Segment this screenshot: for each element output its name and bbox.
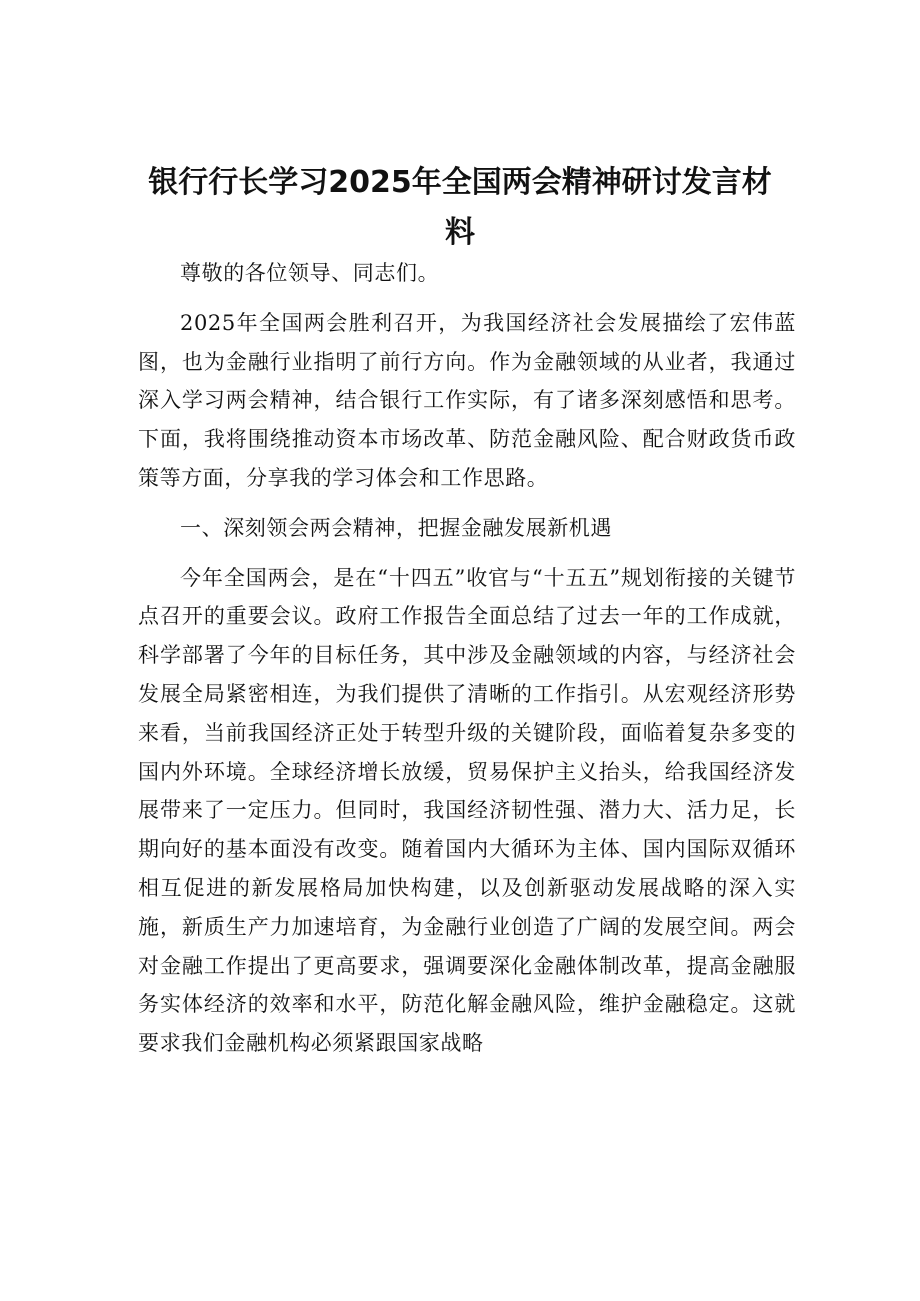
- salutation: 尊敬的各位领导、同志们。: [180, 261, 440, 285]
- paragraph-section-1: 今年全国两会，是在“十四五”收官与“十五五”规划衔接的关键节点召开的重要会议。政府工作报告全面总结了过去一年的工作成就，科学部署了今年的目标任务，其中涉及金融领域的内容，与经济社会发展全局紧密相连，为我们提供了清晰的工作指引。从宏观经济形势来看，当前我国经济正处于转型升级的关键阶段，面临着复杂多变的国内外环境。全球经济增长放缓，贸易保护主义抬头，给我国经济发展带来了一定压力。但同时，我国经济韧性强、潜力大、活力足，长期向好的基本面没有改变。随着国内大循环为主体、国内国际双循环相互促进的新发展格局加快构建，以及创新驱动发展战略的深入实施，新质生产力加速培育，为金融行业创造了广阔的发展空间。两会对金融工作提出了更高要求，强调要深化金融体制改革，提高金融服务实体经济的效率和水平，防范化解金融风险，维护金融稳定。这就要求我们金融机构必须紧跟国家战略: [138, 565, 796, 1056]
- paragraph-intro: 2025年全国两会胜利召开，为我国经济社会发展描绘了宏伟蓝图，也为金融行业指明了前行方向。作为金融领域的从业者，我通过深入学习两会精神，结合银行工作实际，有了诸多深刻感悟和思考。下面，我将围绕推动资本市场改革、防范金融风险、配合财政货币政策等方面，分享我的学习体会和工作思路。: [138, 310, 796, 490]
- section-heading-1: 一、深刻领会两会精神，把握金融发展新机遇: [180, 515, 612, 540]
- document-body: [138, 254, 796, 1063]
- document-title: 银行行长学习2025年全国两会精神研讨发言材料: [148, 165, 772, 250]
